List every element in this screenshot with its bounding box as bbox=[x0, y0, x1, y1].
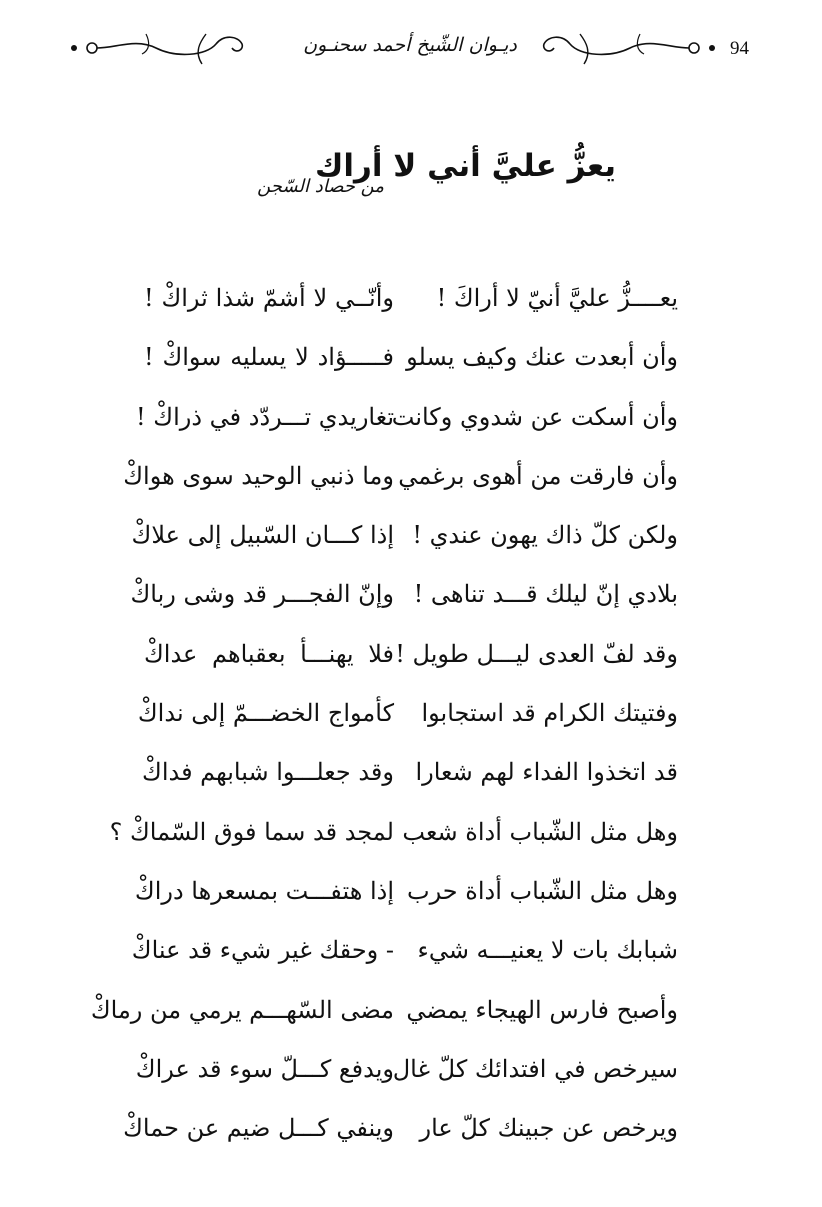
verse-first-hemistich: وأن أبعدت عنك وكيف يسلو bbox=[406, 343, 678, 372]
verse-first-hemistich: بلادي إنّ ليلك قـــد تناهى ! bbox=[413, 580, 678, 609]
verse-first-hemistich: شبابك بات لا يعنيـــه شيء bbox=[417, 936, 678, 965]
verse-first-hemistich: وأصبح فارس الهيجاء يمضي bbox=[406, 995, 678, 1024]
verse-second-hemistich: ويدفع كـــلّ سوء قد عراكْ bbox=[135, 1054, 394, 1083]
verse-second-hemistich: فلا يهنـــأ بعقباهم عداكْ bbox=[144, 639, 394, 668]
running-title: ديـوان الشّيخ أحمد سحنـون bbox=[303, 34, 517, 56]
verse-first-hemistich: وقد لفّ العدى ليـــل طويل ! bbox=[395, 639, 678, 668]
verse bbox=[130, 869, 678, 928]
verse-second-hemistich: وإنّ الفجـــر قد وشى رباكْ bbox=[130, 580, 394, 609]
verse bbox=[130, 691, 678, 750]
verse-second-hemistich: وينفي كـــل ضيم عن حماكْ bbox=[123, 1114, 394, 1143]
verse-second-hemistich: لمجد قد سما فوق السّماكْ ؟ bbox=[109, 817, 394, 846]
verse-first-hemistich: ولكن كلّ ذاك يهون عندي ! bbox=[412, 521, 678, 550]
verse bbox=[130, 395, 678, 454]
verse-second-hemistich: كأمواج الخضـــمّ إلى نداكْ bbox=[137, 699, 394, 728]
verse-first-hemistich: يعــــزُّ عليَّ أنيّ لا أراكَ ! bbox=[436, 284, 678, 312]
scroll-ornament-right bbox=[540, 26, 720, 70]
verse-second-hemistich: مضى السّهـــم يرمي من رماكْ bbox=[90, 995, 394, 1024]
verse-second-hemistich: تغاريدي تـــردّد في ذراكْ ! bbox=[136, 402, 394, 431]
verse-first-hemistich: وفتيتك الكرام قد استجابوا bbox=[421, 699, 678, 728]
verse-first-hemistich: قد اتخذوا الفداء لهم شعارا bbox=[415, 758, 678, 787]
verse bbox=[130, 928, 678, 987]
verse bbox=[109, 810, 678, 869]
verse-second-hemistich: فـــــؤاد لا يسليه سواكْ ! bbox=[144, 343, 394, 372]
verse-first-hemistich: وأن أسكت عن شدوي وكانت bbox=[391, 402, 678, 431]
verse bbox=[130, 750, 678, 809]
poem-title-block bbox=[230, 148, 616, 228]
verse-first-hemistich: سيرخص في افتدائك كلّ غال bbox=[392, 1054, 678, 1083]
verse bbox=[90, 988, 678, 1047]
verse-first-hemistich: وهل مثل الشّباب أداة حرب bbox=[406, 876, 678, 905]
poem-body bbox=[90, 276, 678, 1165]
verse bbox=[130, 513, 678, 572]
verse-first-hemistich: ويرخص عن جبينك كلّ عار bbox=[419, 1114, 678, 1143]
verse bbox=[123, 1106, 678, 1165]
verse-second-hemistich: إذا كـــان السّبيل إلى علاكْ bbox=[131, 521, 394, 550]
verse bbox=[130, 1047, 678, 1106]
verse-second-hemistich: وأنّــي لا أشمّ شذا ثراكْ ! bbox=[144, 284, 394, 312]
verse-second-hemistich: - وحقك غير شيء قد عناكْ bbox=[131, 936, 394, 965]
page-number: 94 bbox=[730, 38, 749, 59]
verse-second-hemistich: إذا هتفـــت بمسعرها دراكْ bbox=[134, 876, 394, 905]
poem-subtitle: من حصاد السّجن bbox=[257, 176, 384, 197]
verse bbox=[123, 454, 678, 513]
verse bbox=[130, 572, 678, 631]
verse-second-hemistich: وما ذنبي الوحيد سوى هواكْ bbox=[123, 461, 394, 490]
verse-first-hemistich: وهل مثل الشّباب أداة شعب bbox=[402, 817, 678, 846]
verse bbox=[130, 276, 678, 335]
page-header bbox=[0, 26, 822, 76]
scroll-ornament-left bbox=[66, 26, 246, 70]
verse-first-hemistich: وأن فارقت من أهوى برغمي bbox=[398, 461, 678, 490]
verse-second-hemistich: وقد جعلـــوا شبابهم فداكْ bbox=[142, 758, 394, 787]
poem-title: يعزُّ عليَّ أني لا أراك bbox=[314, 148, 616, 184]
verse bbox=[130, 335, 678, 394]
verse bbox=[130, 632, 678, 691]
